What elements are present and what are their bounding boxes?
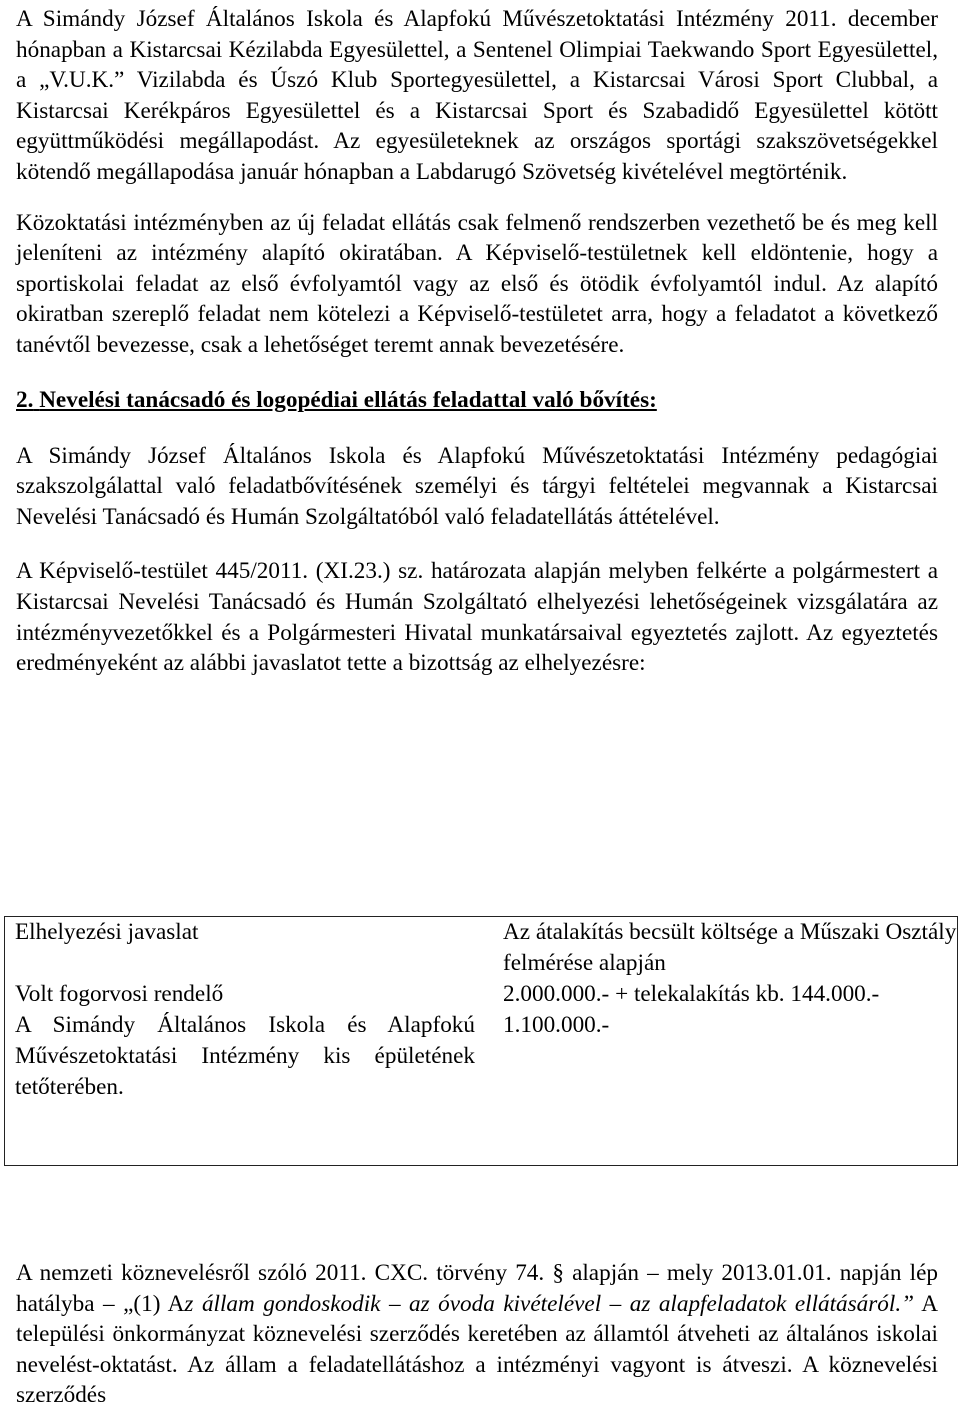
- section-number: 2.: [16, 386, 34, 413]
- table-cell-place: A Simándy Általános Iskola és Alapfokú Művészetoktatási Intézmény kis épületének tetőterében.: [15, 1012, 475, 1100]
- law-lead: A nemzeti köznevelésről szóló 2011. CXC. törvény 74. § alapján – mely 2013.01.01. napján lép hatályba – „(1) A: [16, 1260, 938, 1317]
- table-cell-cost: 1.100.000.-: [503, 1012, 610, 1038]
- table-row: [5, 979, 957, 1010]
- law-quote: z állam gondoskodik – az óvoda kivételével – az alapfeladatok ellátásáról.”: [184, 1290, 915, 1317]
- law-tail: A települési önkormányzat köznevelési szerződés keretében az államtól átveheti az általános iskolai nevelést-oktatást. Az állam a feladatellátáshoz a intézményi vagyont is átveszi. A köznevelési szerződés: [16, 1290, 938, 1409]
- section-heading: [16, 385, 938, 415]
- table-header-cost: Az átalakítás becsült költsége a Műszaki Osztály felmérése alapján: [503, 919, 957, 976]
- paragraph-cooperation: A Simándy József Általános Iskola és Alapfokú Művészetoktatási Intézmény 2011. december hónapban a Kistarcsai Kézilabda Egyesülettel, a Sentenel Olimpiai Taekwando Sport Egyesülettel, a „V.U.K.” Vizilabda és Úszó Klub Sportegyesülettel, a Kistarcsai Városi Sport Clubbal, a Kistarcsai Kerékpáros Egyesülettel és a Kistarcsai Sport és Szabadidő Egyesülettel kötött együttműködési megállapodást. Az egyesületeknek az országos sportági szakszövetségekkel kötendő megállapodása január hónapban a Labdarugó Szövetség kivételével megtörténik.: [16, 6, 938, 185]
- table-row: [5, 1010, 957, 1103]
- paragraph-law: [16, 1258, 938, 1411]
- paragraph-conditions: A Simándy József Általános Iskola és Alapfokú Művészetoktatási Intézmény pedagógiai szakszolgálattal való feladatbővítésének személyi és tárgyi feltételei megvannak a Kistarcsai Nevelési Tanácsadó és Humán Szolgáltatóból való feladatellátás áttételével.: [16, 442, 938, 530]
- table-header-placement: Elhelyezési javaslat: [15, 919, 199, 945]
- table-cell-cost: 2.000.000.- + telekalakítás kb. 144.000.-: [503, 981, 880, 1007]
- paragraph-new-task: Közoktatási intézményben az új feladat ellátás csak felmenő rendszerben vezethető be és meg kell jeleníteni az intézmény alapító okiratában. A Képviselő-testületnek kell eldöntenie, hogy a sportiskolai feladat az első évfolyamtól vagy az első és ötödik évfolyamtól indul. Az alapító okiratban szereplő feladat nem kötelezi a Képviselő-testületet arra, hogy a feladatot a következő tanévtől bevezesse, csak a lehetőséget teremt annak bevezetésére.: [16, 209, 938, 358]
- table-header-row: [5, 917, 957, 979]
- table-cell-place: Volt fogorvosi rendelő: [15, 981, 224, 1007]
- section-title: Nevelési tanácsadó és logopédiai ellátás feladattal való bővítés:: [39, 386, 657, 413]
- placement-table: [4, 916, 958, 1166]
- document-page: [16, 0, 938, 679]
- paragraph-resolution: A Képviselő-testület 445/2011. (XI.23.) sz. határozata alapján melyben felkérte a polgármestert a Kistarcsai Nevelési Tanácsadó és Humán Szolgáltató elhelyezési lehetőségeinek vizsgálatára az intézményvezetőkkel és a Polgármesteri Hivatal munkatársaival egyeztetés zajlott. Az egyeztetés eredményeként az alábbi javaslatot tette a bizottság az elhelyezésre:: [16, 558, 938, 677]
